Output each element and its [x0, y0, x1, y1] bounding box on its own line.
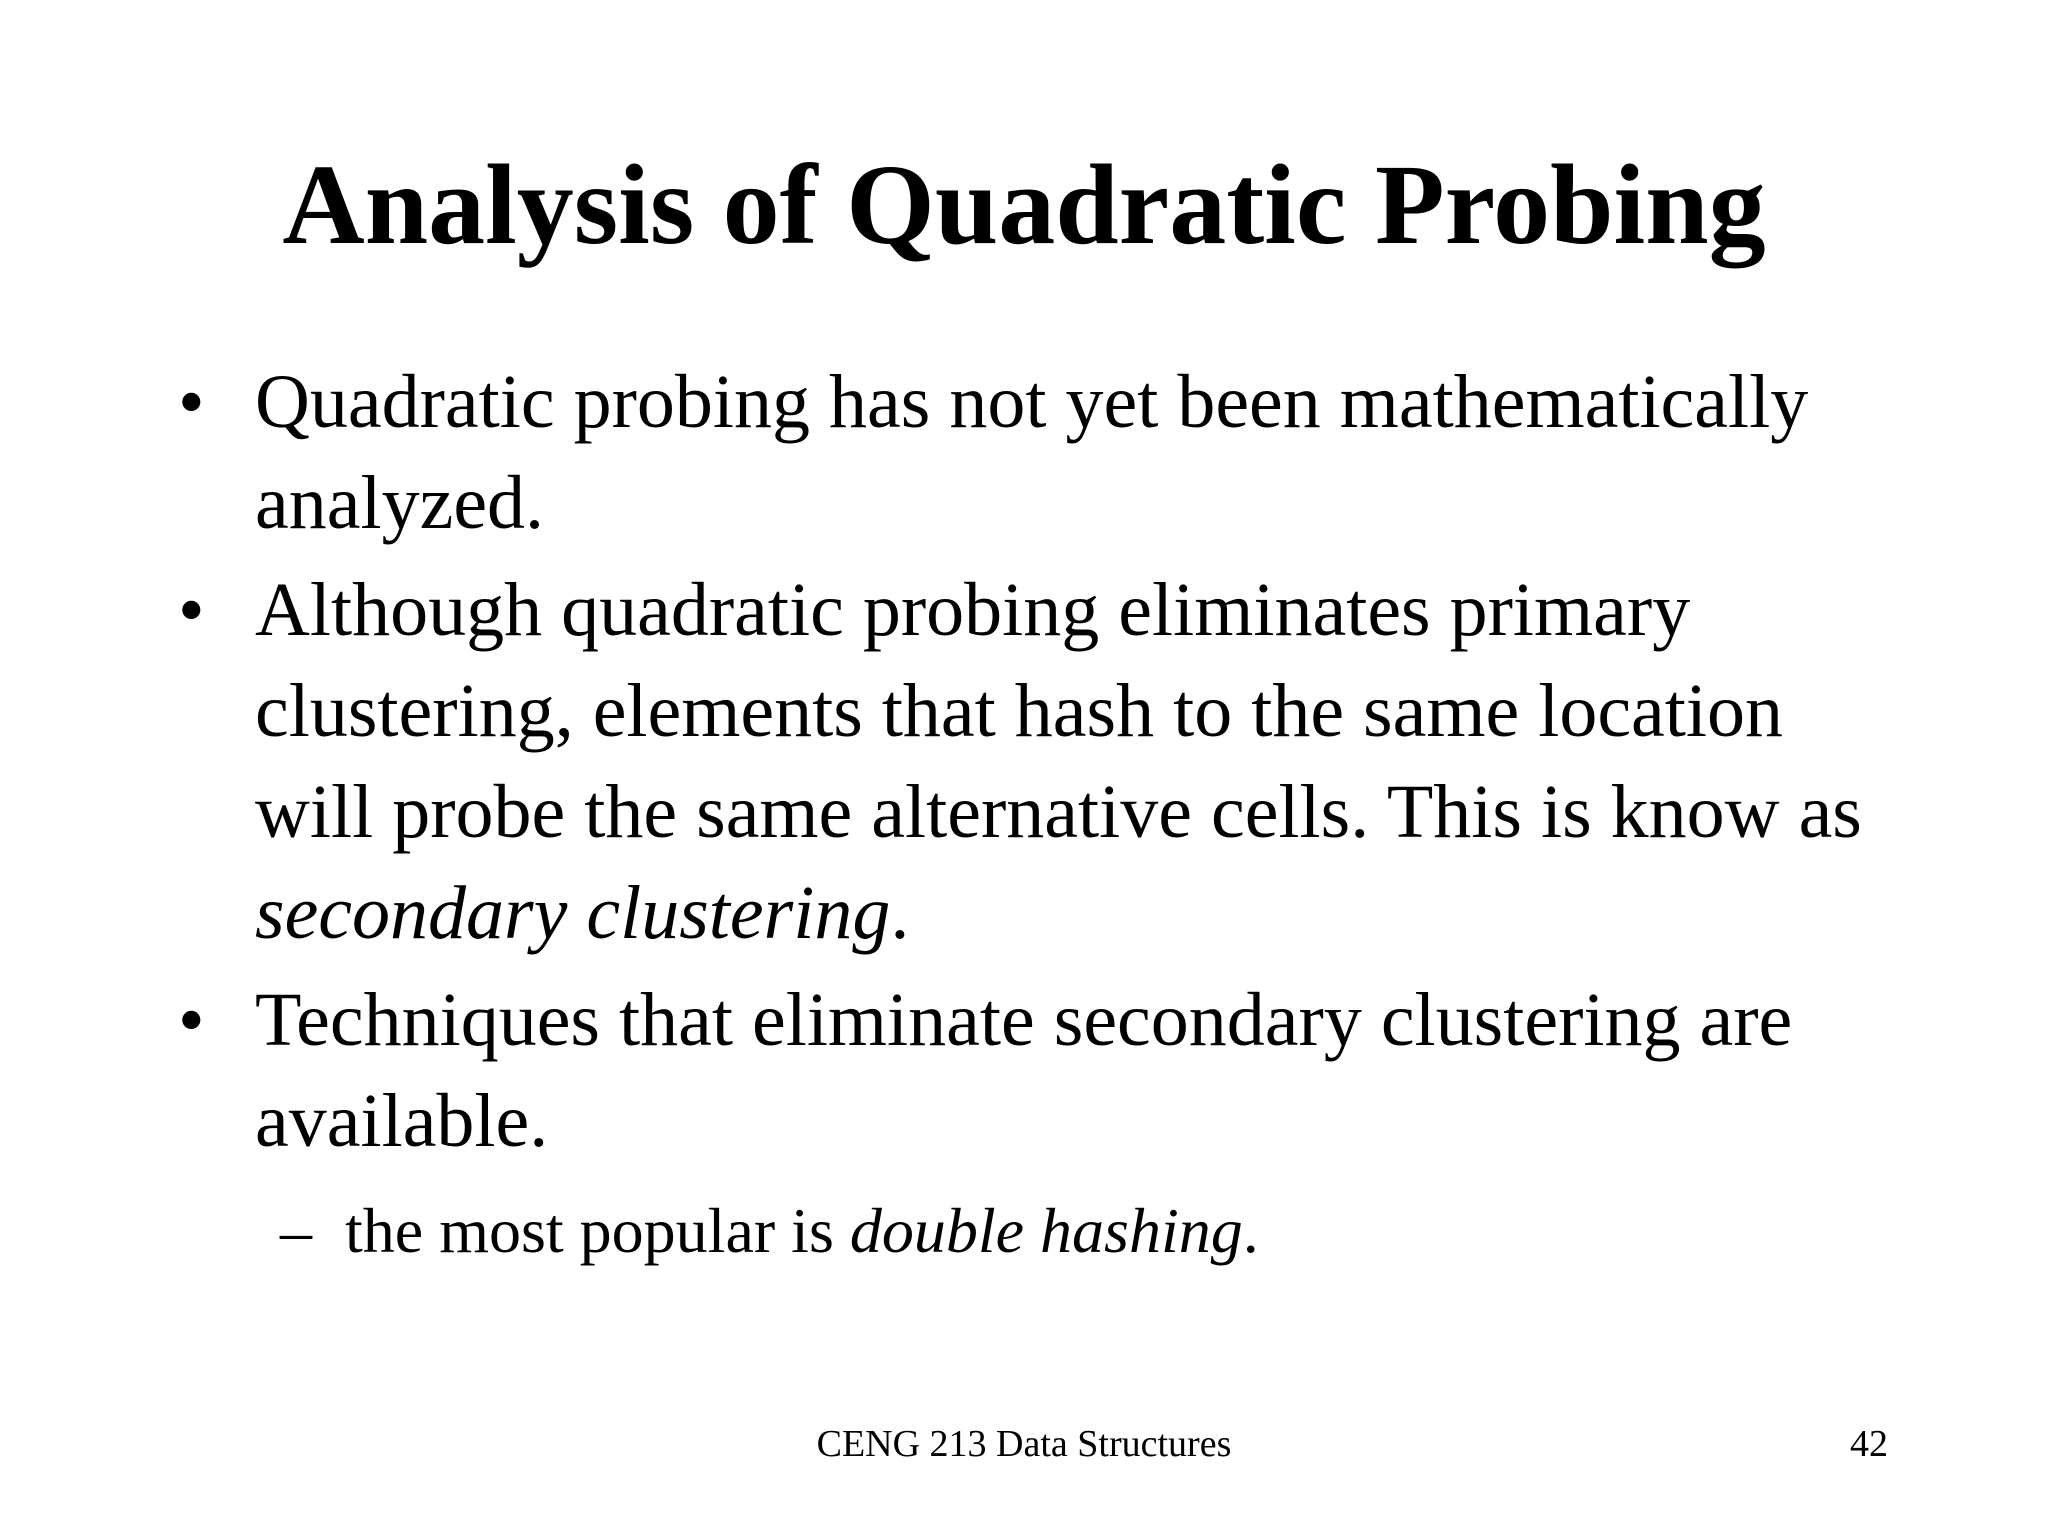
bullet-item-2: [170, 560, 1910, 964]
bullet-marker: •: [178, 360, 205, 444]
emphasis-double-hashing: double hashing: [849, 1195, 1243, 1266]
sub-bullet-item: [170, 1190, 1910, 1272]
footer-page-number: 42: [1850, 1423, 1888, 1465]
bullet-text-end: .: [890, 871, 910, 955]
slide-title: Analysis of Quadratic Probing: [282, 141, 1766, 268]
footer-course: CENG 213 Data Structures: [816, 1423, 1232, 1465]
sub-bullet-marker: –: [280, 1195, 312, 1266]
bullet-list: [170, 352, 1910, 1272]
bullet-marker: •: [178, 978, 205, 1062]
bullet-marker: •: [178, 568, 205, 652]
bullet-text: Quadratic probing has not yet been mathematically analyzed.: [255, 360, 1809, 545]
bullet-item-3: [170, 970, 1910, 1172]
bullet-text: Techniques that eliminate secondary clustering are available.: [255, 978, 1793, 1163]
emphasis-secondary-clustering: secondary clustering: [255, 871, 891, 955]
bullet-item-1: [170, 352, 1910, 554]
bullet-text: Although quadratic probing eliminates primary clustering, elements that hash to the same location will probe the same alternative cells. This is know as: [255, 568, 1862, 854]
sub-bullet-text: the most popular is: [345, 1195, 850, 1266]
sub-bullet-text-end: .: [1242, 1195, 1259, 1266]
